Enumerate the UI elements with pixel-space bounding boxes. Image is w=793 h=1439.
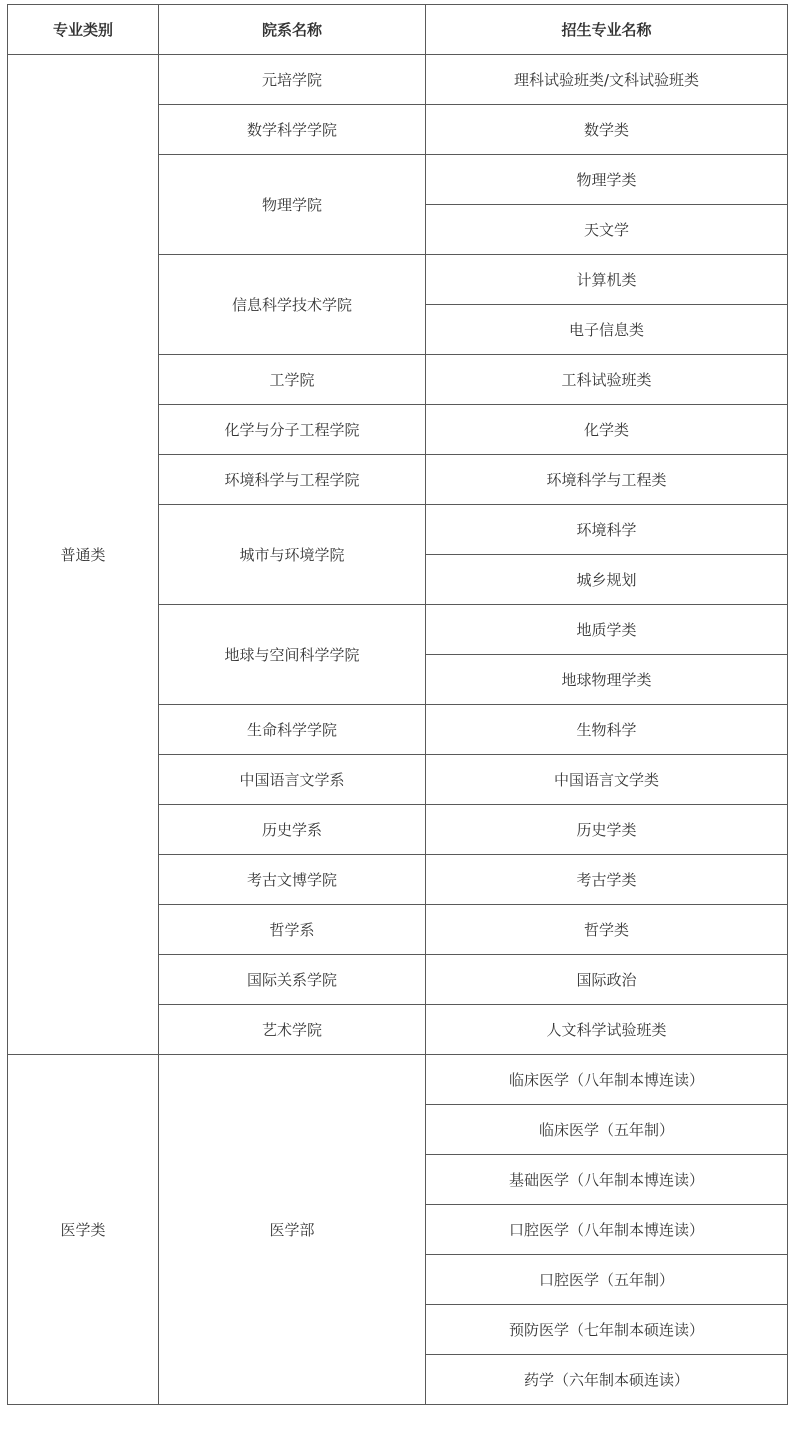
table-row bbox=[8, 1055, 788, 1105]
major-cell: 哲学类 bbox=[426, 905, 788, 955]
major-cell: 国际政治 bbox=[426, 955, 788, 1005]
major-cell: 地质学类 bbox=[426, 605, 788, 655]
major-cell: 人文科学试验班类 bbox=[426, 1005, 788, 1055]
major-cell: 药学（六年制本硕连读） bbox=[426, 1355, 788, 1405]
header-row bbox=[8, 5, 788, 55]
major-cell: 城乡规划 bbox=[426, 555, 788, 605]
department-cell: 信息科学技术学院 bbox=[159, 255, 426, 355]
majors-table bbox=[7, 4, 788, 1405]
department-cell: 环境科学与工程学院 bbox=[159, 455, 426, 505]
department-cell: 城市与环境学院 bbox=[159, 505, 426, 605]
department-cell: 国际关系学院 bbox=[159, 955, 426, 1005]
major-cell: 预防医学（七年制本硕连读） bbox=[426, 1305, 788, 1355]
category-cell: 医学类 bbox=[8, 1055, 159, 1405]
major-cell: 地球物理学类 bbox=[426, 655, 788, 705]
major-cell: 化学类 bbox=[426, 405, 788, 455]
major-cell: 理科试验班类/文科试验班类 bbox=[426, 55, 788, 105]
major-cell: 考古学类 bbox=[426, 855, 788, 905]
major-cell: 环境科学与工程类 bbox=[426, 455, 788, 505]
department-cell: 化学与分子工程学院 bbox=[159, 405, 426, 455]
major-cell: 临床医学（八年制本博连读） bbox=[426, 1055, 788, 1105]
major-cell: 中国语言文学类 bbox=[426, 755, 788, 805]
department-cell: 地球与空间科学学院 bbox=[159, 605, 426, 705]
major-cell: 口腔医学（五年制） bbox=[426, 1255, 788, 1305]
major-cell: 工科试验班类 bbox=[426, 355, 788, 405]
major-cell: 环境科学 bbox=[426, 505, 788, 555]
major-cell: 生物科学 bbox=[426, 705, 788, 755]
department-cell: 考古文博学院 bbox=[159, 855, 426, 905]
major-cell: 口腔医学（八年制本博连读） bbox=[426, 1205, 788, 1255]
department-cell: 数学科学学院 bbox=[159, 105, 426, 155]
department-cell: 医学部 bbox=[159, 1055, 426, 1405]
department-cell: 元培学院 bbox=[159, 55, 426, 105]
major-cell: 天文学 bbox=[426, 205, 788, 255]
major-cell: 计算机类 bbox=[426, 255, 788, 305]
header-department: 院系名称 bbox=[159, 5, 426, 55]
department-cell: 中国语言文学系 bbox=[159, 755, 426, 805]
major-cell: 历史学类 bbox=[426, 805, 788, 855]
department-cell: 工学院 bbox=[159, 355, 426, 405]
department-cell: 物理学院 bbox=[159, 155, 426, 255]
category-cell: 普通类 bbox=[8, 55, 159, 1055]
header-category: 专业类别 bbox=[8, 5, 159, 55]
major-cell: 物理学类 bbox=[426, 155, 788, 205]
major-cell: 数学类 bbox=[426, 105, 788, 155]
department-cell: 历史学系 bbox=[159, 805, 426, 855]
major-cell: 基础医学（八年制本博连读） bbox=[426, 1155, 788, 1205]
table-body bbox=[8, 55, 788, 1405]
department-cell: 哲学系 bbox=[159, 905, 426, 955]
department-cell: 艺术学院 bbox=[159, 1005, 426, 1055]
major-cell: 电子信息类 bbox=[426, 305, 788, 355]
table-row bbox=[8, 55, 788, 105]
major-cell: 临床医学（五年制） bbox=[426, 1105, 788, 1155]
header-major: 招生专业名称 bbox=[426, 5, 788, 55]
department-cell: 生命科学学院 bbox=[159, 705, 426, 755]
